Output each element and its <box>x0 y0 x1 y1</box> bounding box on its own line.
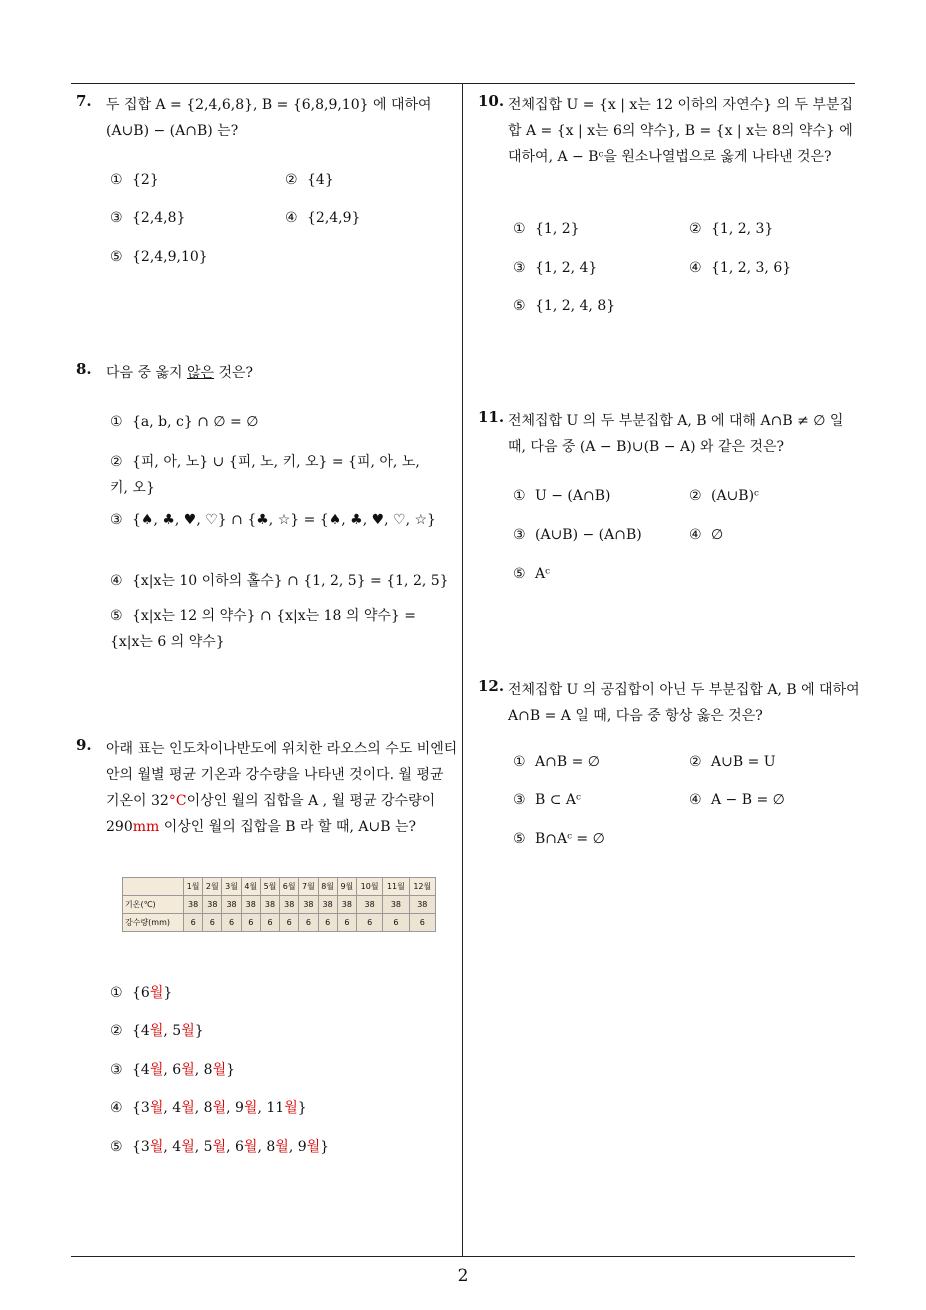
month-number: 8 <box>203 1062 213 1078</box>
table-cell: 6 <box>383 914 409 932</box>
month-unit: 월 <box>149 1023 164 1039</box>
table-row <box>123 914 436 932</box>
table-cell: 38 <box>203 896 222 914</box>
question-number: 11. <box>478 408 505 426</box>
climate-table <box>122 877 436 932</box>
month-unit: 월 <box>212 1062 227 1078</box>
top-rule <box>71 83 855 84</box>
q11-option-3[interactable]: ③ (A∪B) − (A∩B) <box>513 527 642 543</box>
question-10 <box>478 92 860 170</box>
table-header-cell: 7월 <box>299 878 318 896</box>
table-header-cell: 8월 <box>318 878 337 896</box>
q12-option-5[interactable]: ⑤ B∩Aᶜ = ∅ <box>513 831 605 847</box>
month-unit: 월 <box>149 1062 164 1078</box>
question-number: 12. <box>478 677 505 695</box>
table-cell: 6 <box>356 914 382 932</box>
table-cell: 38 <box>299 896 318 914</box>
month-number: 3 <box>140 1100 150 1116</box>
month-number: 6 <box>140 985 150 1001</box>
q9-option-4[interactable]: ④ {3월, 4월, 8월, 9월, 11월} <box>110 1100 307 1116</box>
month-unit: 월 <box>149 985 164 1001</box>
table-header-cell: 6월 <box>280 878 299 896</box>
q11-option-1[interactable]: ① U − (A∩B) <box>513 488 611 504</box>
column-divider <box>462 83 463 1256</box>
q9-option-5[interactable]: ⑤ {3월, 4월, 5월, 6월, 8월, 9월} <box>110 1139 330 1155</box>
month-unit: 월 <box>149 1139 164 1155</box>
q8-option-5[interactable]: ⑤ {x|x는 12 의 약수} ∩ {x|x는 18 의 약수} = {x|x는 6 의 약수} <box>110 608 416 650</box>
month-number: 5 <box>203 1139 213 1155</box>
month-number: 3 <box>140 1139 150 1155</box>
month-unit: 월 <box>212 1139 227 1155</box>
row-label: 기온(℃) <box>123 896 184 914</box>
q12-option-1[interactable]: ① A∩B = ∅ <box>513 754 600 770</box>
q7-option-2[interactable]: ② {4} <box>285 172 334 188</box>
q7-option-3[interactable]: ③ {2,4,8} <box>110 210 186 226</box>
row-label: 강수량(mm) <box>123 914 184 932</box>
question-text: 전체집합 U 의 두 부분집합 A, B 에 대해 A∩B ≠ ∅ 일 때, 다음 중 (A − B)∪(B − A) 와 같은 것은? <box>508 413 844 455</box>
table-cell: 6 <box>222 914 241 932</box>
q10-option-2[interactable]: ② {1, 2, 3} <box>689 221 774 237</box>
table-cell: 38 <box>260 896 279 914</box>
table-cell: 6 <box>299 914 318 932</box>
table-cell: 38 <box>184 896 203 914</box>
table-cell: 38 <box>383 896 409 914</box>
question-text: 아래 표는 인도차이나반도에 위치한 라오스의 수도 비엔티안의 월별 평균 기온과 강수량을 나타낸 것이다. 월 평균 기온이 32°C이상인 월의 집합을 A , 월 평균 강수량이 290mm 이상인 월의 집합을 B 라 할 때, A∪B 는? <box>106 741 458 835</box>
table-cell: 6 <box>337 914 356 932</box>
table-cell: 38 <box>409 896 435 914</box>
rainfall-unit: mm <box>132 819 160 835</box>
question-number: 7. <box>76 92 92 110</box>
q8-option-4[interactable]: ④ {x|x는 10 이하의 홀수} ∩ {1, 2, 5} = {1, 2, 5} <box>110 573 449 589</box>
table-cell: 38 <box>318 896 337 914</box>
q12-option-4[interactable]: ④ A − B = ∅ <box>689 792 785 808</box>
q8-option-2[interactable]: ② {피, 아, 노} ∪ {피, 노, 키, 오} = {피, 아, 노, 키, 오} <box>110 454 420 496</box>
month-unit: 월 <box>181 1062 195 1078</box>
table-cell: 38 <box>337 896 356 914</box>
q9-option-3[interactable]: ③ {4월, 6월, 8월} <box>110 1062 236 1078</box>
table-cell: 6 <box>241 914 260 932</box>
month-number: 8 <box>203 1100 213 1116</box>
q11-option-2[interactable]: ② (A∪B)ᶜ <box>689 488 759 504</box>
q7-option-5[interactable]: ⑤ {2,4,9,10} <box>110 249 208 265</box>
q7-option-4[interactable]: ④ {2,4,9} <box>285 210 361 226</box>
month-number: 5 <box>172 1023 182 1039</box>
table-cell: 38 <box>241 896 260 914</box>
table-header-cell: 1월 <box>184 878 203 896</box>
month-number: 6 <box>235 1139 244 1155</box>
table-cell: 38 <box>356 896 382 914</box>
month-unit: 월 <box>275 1139 289 1155</box>
question-text: 전체집합 U = {x | x는 12 이하의 자연수} 의 두 부분집합 A = {x | x는 6의 약수}, B = {x | x는 8의 약수} 에 대하여, A − Bᶜ을 원소나열법으로 옳게 나타낸 것은? <box>508 97 854 165</box>
table-header-cell: 10월 <box>356 878 382 896</box>
question-number: 10. <box>478 92 505 110</box>
question-12 <box>478 677 860 729</box>
question-number: 8. <box>76 360 92 378</box>
q10-option-4[interactable]: ④ {1, 2, 3, 6} <box>689 260 792 276</box>
q9-option-1[interactable]: ① {6월} <box>110 985 173 1001</box>
q11-option-5[interactable]: ⑤ Aᶜ <box>513 566 550 582</box>
table-header-cell: 5월 <box>260 878 279 896</box>
q7-option-1[interactable]: ① {2} <box>110 172 159 188</box>
table-cell: 38 <box>280 896 299 914</box>
q8-option-1[interactable]: ① {a, b, c} ∩ ∅ = ∅ <box>110 414 259 430</box>
month-number: 6 <box>172 1062 182 1078</box>
month-unit: 월 <box>181 1023 195 1039</box>
month-number: 4 <box>140 1062 150 1078</box>
q11-option-4[interactable]: ④ ∅ <box>689 527 724 543</box>
bottom-rule <box>71 1256 855 1257</box>
question-8 <box>76 360 458 386</box>
q12-option-2[interactable]: ② A∪B = U <box>689 754 776 770</box>
question-text: 전체집합 U 의 공집합이 아닌 두 부분집합 A, B 에 대하여 A∩B = A 일 때, 다음 중 항상 옳은 것은? <box>508 682 860 724</box>
month-number: 9 <box>297 1139 307 1155</box>
month-unit: 월 <box>284 1100 298 1116</box>
emphasis-underline: 않은 <box>186 365 215 381</box>
month-unit: 월 <box>243 1100 258 1116</box>
table-header-cell: 2월 <box>203 878 222 896</box>
table-cell: 6 <box>203 914 222 932</box>
q10-option-3[interactable]: ③ {1, 2, 4} <box>513 260 598 276</box>
table-header-row <box>123 878 436 896</box>
month-number: 8 <box>266 1139 276 1155</box>
q12-option-3[interactable]: ③ B ⊂ Aᶜ <box>513 792 581 808</box>
question-11 <box>478 408 860 460</box>
question-number: 9. <box>76 736 92 754</box>
table-cell: 6 <box>409 914 435 932</box>
month-unit: 월 <box>212 1100 227 1116</box>
table-header-cell: 3월 <box>222 878 241 896</box>
month-number: 9 <box>235 1100 244 1116</box>
question-text: 두 집합 A = {2,4,6,8}, B = {6,8,9,10} 에 대하여 (A∪B) − (A∩B) 는? <box>106 97 432 139</box>
q10-option-5[interactable]: ⑤ {1, 2, 4, 8} <box>513 298 616 314</box>
table-cell: 6 <box>184 914 203 932</box>
q10-option-1[interactable]: ① {1, 2} <box>513 221 580 237</box>
month-unit: 월 <box>243 1139 258 1155</box>
question-9 <box>76 736 458 840</box>
table-cell: 6 <box>280 914 299 932</box>
month-unit: 월 <box>181 1139 195 1155</box>
table-cell: 38 <box>222 896 241 914</box>
table-row <box>123 896 436 914</box>
table-cell: 6 <box>318 914 337 932</box>
month-unit: 월 <box>306 1139 321 1155</box>
table-header-cell: 11월 <box>383 878 409 896</box>
q8-option-3[interactable]: ③ {♠, ♣, ♥, ♡} ∩ {♣, ☆} = {♠, ♣, ♥, ♡, ☆} <box>110 512 436 528</box>
page-number: 2 <box>457 1266 469 1286</box>
table-header-cell: 9월 <box>337 878 356 896</box>
month-unit: 월 <box>181 1100 195 1116</box>
question-7 <box>76 92 458 144</box>
month-number: 4 <box>140 1023 150 1039</box>
month-unit: 월 <box>149 1100 164 1116</box>
table-cell: 6 <box>260 914 279 932</box>
table-corner <box>123 878 184 896</box>
question-text: 다음 중 옳지 않은 것은? <box>106 365 254 381</box>
q9-option-2[interactable]: ② {4월, 5월} <box>110 1023 204 1039</box>
month-number: 4 <box>172 1139 182 1155</box>
temperature-unit: °C <box>168 793 187 809</box>
table-header-cell: 12월 <box>409 878 435 896</box>
month-number: 4 <box>172 1100 182 1116</box>
month-number: 11 <box>266 1100 285 1116</box>
table-header-cell: 4월 <box>241 878 260 896</box>
